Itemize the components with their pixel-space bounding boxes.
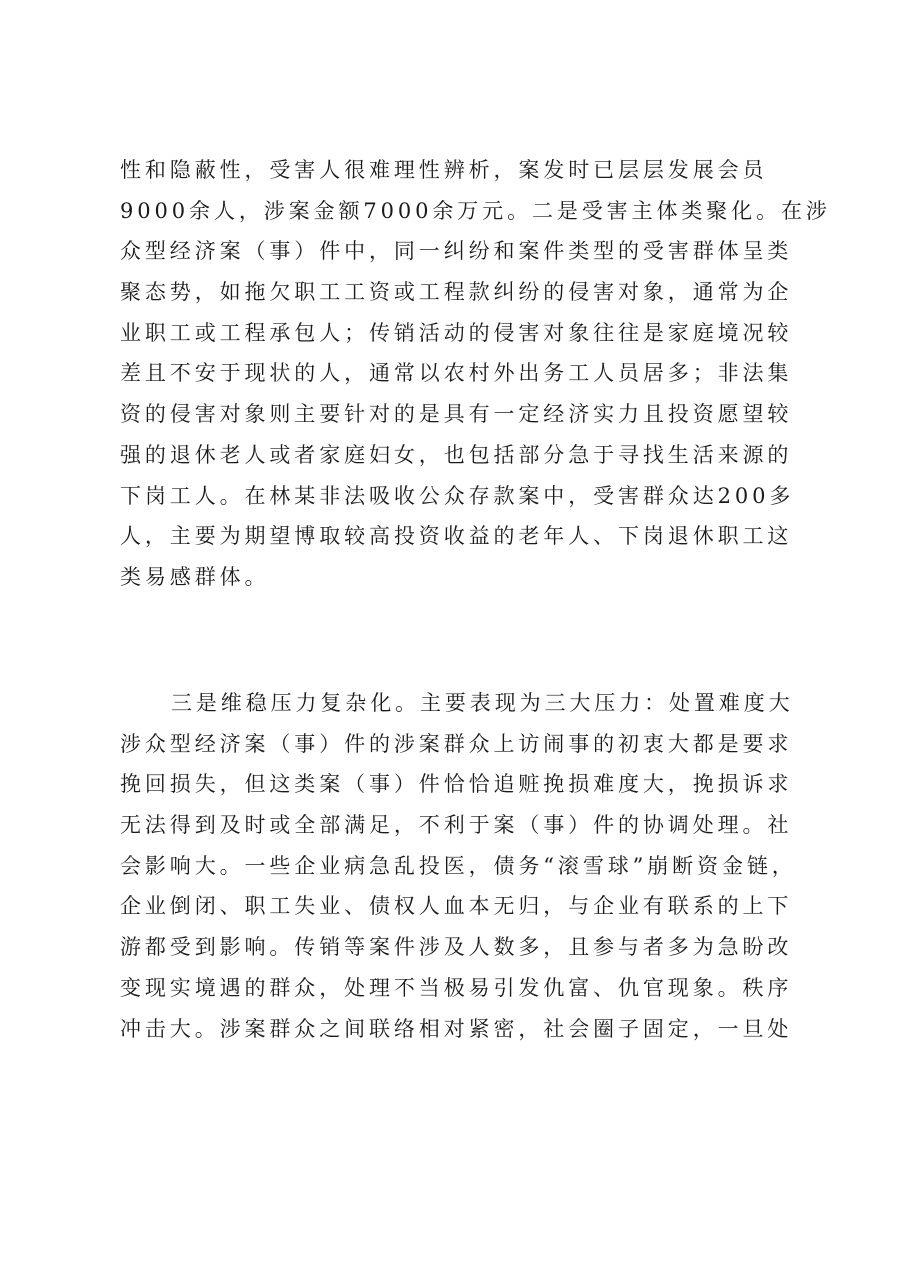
text-line: 涉众型经济案（事）件的涉案群众上访闹事的初衷大都是要求 bbox=[120, 731, 793, 756]
text-line: 聚态势，如拖欠职工工资或工程款纠纷的侵害对象，通常为企 bbox=[120, 280, 793, 305]
text-line: 无法得到及时或全部满足，不利于案（事）件的协调处理。社 bbox=[120, 813, 793, 838]
text-line: 类易感群体。 bbox=[120, 564, 270, 589]
paragraph-stability-pressure bbox=[120, 683, 798, 1049]
text-line: 会影响大。一些企业病急乱投医，债务“滚雪球”崩断资金链， bbox=[120, 853, 797, 878]
text-line: 变现实境遇的群众，处理不当极易引发仇富、仇官现象。秩序 bbox=[120, 975, 793, 1000]
text-line: 9000余人，涉案金额7000余万元。二是受害主体类聚化。在涉 bbox=[120, 198, 831, 223]
text-line: 三是维稳压力复杂化。主要表现为三大压力：处置难度大 bbox=[171, 691, 794, 715]
text-line: 性和隐蔽性，受害人很难理性辨析，案发时已层层发展会员 bbox=[120, 158, 768, 182]
text-line: 冲击大。涉案群众之间联络相对紧密，社会圈子固定，一旦处 bbox=[120, 1016, 793, 1041]
text-line: 资的侵害对象则主要针对的是具有一定经济实力且投资愿望较 bbox=[120, 402, 793, 427]
text-line: 人，主要为期望博取较高投资收益的老年人、下岗退休职工这 bbox=[120, 524, 793, 549]
text-line: 挽回损失，但这类案（事）件恰恰追赃挽损难度大，挽损诉求 bbox=[120, 772, 793, 797]
text-line: 游都受到影响。传销等案件涉及人数多，且参与者多为急盼改 bbox=[120, 935, 793, 960]
text-line: 下岗工人。在林某非法吸收公众存款案中，受害群众达200多 bbox=[120, 483, 795, 508]
text-line: 强的退休老人或者家庭妇女，也包括部分急于寻找生活来源的 bbox=[120, 442, 793, 467]
text-line: 业职工或工程承包人；传销活动的侵害对象往往是家庭境况较 bbox=[120, 320, 793, 345]
paragraph-victims bbox=[120, 150, 831, 598]
text-line: 差且不安于现状的人，通常以农村外出务工人员居多；非法集 bbox=[120, 361, 793, 386]
text-line: 企业倒闭、职工失业、债权人血本无归，与企业有联系的上下 bbox=[120, 894, 793, 919]
text-line: 众型经济案（事）件中，同一纠纷和案件类型的受害群体呈类 bbox=[120, 239, 793, 264]
